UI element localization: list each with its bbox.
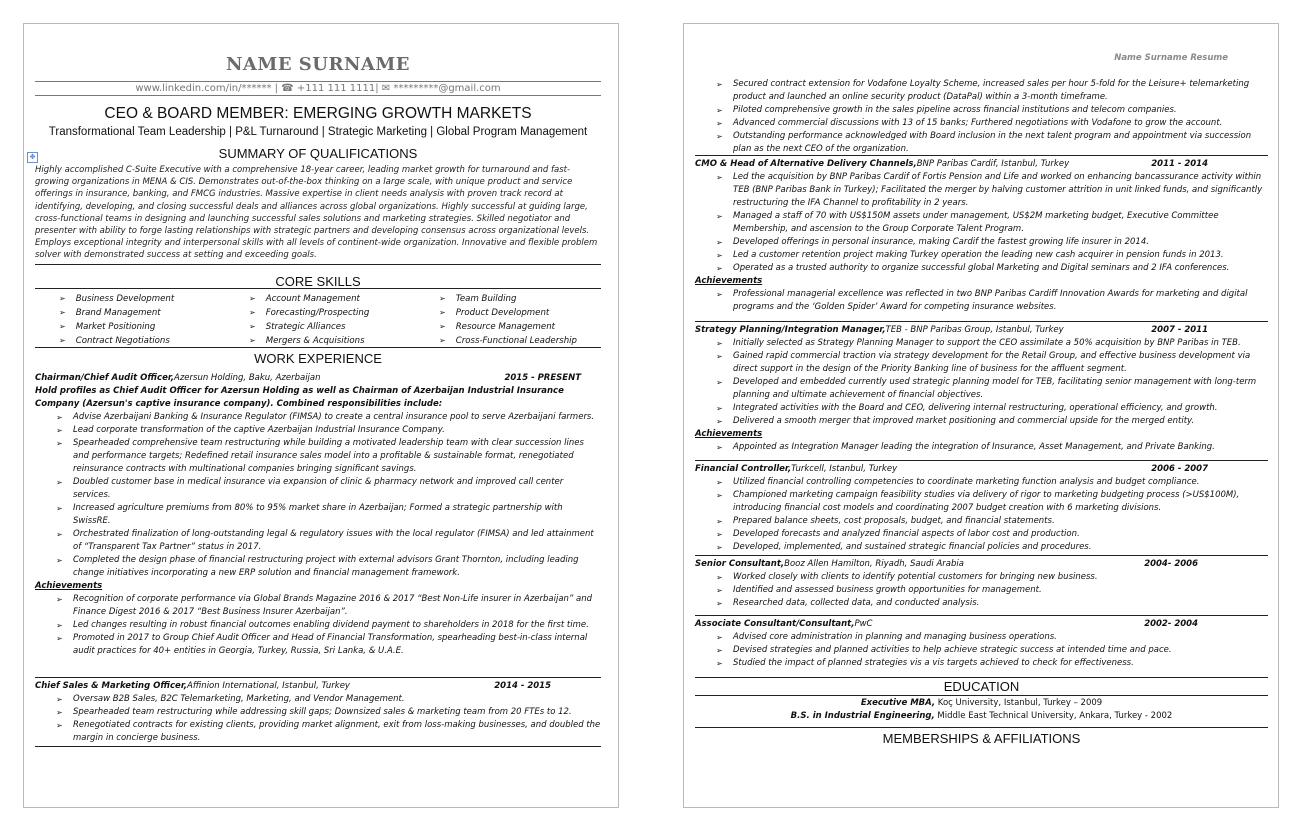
skill-item: ➢ Product Development [441, 306, 601, 320]
job-bullet: ➢ Managed a staff of 70 with US$150M assets under management, US$2M marketing budget, Executive Committee Membership, and ascension to the Group Corporate Talent Program. [733, 210, 1268, 236]
job-bullet: ➢ Championed marketing campaign feasibility studies via delivery of rigor to marketing budgeting process (>US$100M), introducing financial cost models and coordinating 2007 budget creation with 6 marketing divisions. [733, 489, 1268, 515]
job-dates: 2015 - PRESENT [504, 373, 581, 383]
job-pwc: Associate Consultant/Consultant, PwC 2002- 2004 ➢ Advised core administration in planning and managing business operations. ➢ Devised strategies and planned activities to help achieve strategic success at intended time and pace. ➢ Studied the impact of planned strategies vis a vis targets achieved to check for effectiveness. [695, 618, 1268, 670]
job-bullet: ➢ Prepared balance sheets, cost proposals, budget, and financial statements. [733, 515, 1268, 528]
job-bullet: ➢ Worked closely with clients to identify potential customers for bringing new business. [733, 571, 1268, 584]
skill-item: ➢ Cross-Functional Leadership [441, 334, 601, 348]
job-bullet: ➢ Doubled customer base in medical insurance via expansion of clinic & pharmacy network and improved call center services. [73, 476, 601, 502]
job-dates: 2002- 2004 [1144, 619, 1198, 629]
achievement-bullet: ➢ Recognition of corporate performance via Global Brands Magazine 2016 & 2017 “Best Non-Life insurer in Azerbaijan” and Finance Digest 2016 & 2017 “Best Business Insurer Azerbaijan”. [73, 593, 601, 619]
job-dates: 2014 - 2015 [494, 681, 551, 691]
skills-list [61, 292, 601, 348]
job-bullet: ➢ Increased agriculture premiums from 80% to 95% market share in Azerbaijan; Formed a strategic partnership with SwissRE. [73, 502, 601, 528]
job-booz-allen: Senior Consultant, Booz Allen Hamilton, Riyadh, Saudi Arabia 2004- 2006 ➢ Worked closely with clients to identify potential customers for bringing new business. ➢ Identified and assessed business growth opportunities for management. ➢ Researched data, collected data, and conducted analysis. [695, 558, 1268, 610]
job-bullet: ➢ Piloted comprehensive growth in the sales pipeline across financial institutions and telecom companies. [733, 104, 1268, 117]
job-bullet: ➢ Identified and assessed business growth opportunities for management. [733, 584, 1268, 597]
headline-subtitle: Transformational Team Leadership | P&L Turnaround | Strategic Marketing | Global Program Management [48, 126, 588, 138]
job-bullet: ➢ Completed the design phase of financial restructuring project with external advisors Grant Thornton, including leading change initiatives incorporating a new ERP solution and financial management framework. [73, 554, 601, 580]
summary-text: Highly accomplished C-Suite Executive with a comprehensive 18-year career, leading market growth for turnaround and fast-growing organizations in MENA & CIS. Demonstrates out-of-the-box thinking on a large scale, with unique product and service offerings in insurance, banking, and FMCG industries. Massive expertise in client needs analysis with proven track record at identifying, developing, and closing successful deals and alliances across global organizations. Highly successful at guiding large, cross-functional teams in designing and launching successful sales solutions and marketing strategies. Skilled negotiator and presenter with ability to forge lasting relationships with strategic partners and developing consensus across organizational levels. Employs exceptional integrity and interpersonal skills with all levels of continent-wide organization. Innovative and flexible problem solver with demonstrated success at setting and exceeding goals. [35, 164, 601, 265]
job-bullet: ➢ Gained rapid commercial traction via strategy development for the Retail Group, and effective business development via direct support in the design of the Priority Banking line of business for the affluent segment. [733, 350, 1268, 376]
education-item: B.S. in Industrial Engineering, Middle East Technical University, Ankara, Turkey - 2002 [790, 711, 1173, 721]
table-move-handle-icon[interactable]: ✥ [27, 152, 38, 163]
achievement-bullet: ➢ Promoted in 2017 to Group Chief Audit Officer and Head of Financial Transformation, spearheading best-in-class internal audit practices for 40+ entities in Georgia, Turkey, Russia, Sri Lanka, & U.A.E. [73, 632, 601, 658]
achievements-label: Achievements [695, 429, 763, 439]
resume-page-2 [683, 23, 1279, 808]
job-bullet: ➢ Led a customer retention project making Turkey operation the leading new cash acquirer in pension funds in 2013. [733, 249, 1268, 262]
skill-item: ➢ Brand Management [61, 306, 251, 320]
job-bullet: ➢ Led the acquisition by BNP Paribas Cardif of Fortis Pension and Life and worked on enhancing bancassurance activity within TEB (BNP Paribas Bank in Turkey); Facilitated the merger by halving customer attrition in unit linked funds, and significantly restructuring the IFA Channel to profitability in 2 years. [733, 171, 1268, 210]
running-header: Name Surname Resume [1114, 53, 1228, 63]
job-intro: Hold profiles as Chief Audit Officer for Azersun Holding as well as Chairman of Azerbaijan Industrial Insurance Company (Azersun's captive insurance company). Combined responsibilities include: [35, 386, 564, 409]
achievement-bullet: ➢ Appointed as Integration Manager leading the integration of Insurance, Asset Management, and Private Banking. [733, 441, 1268, 454]
job-bullet: ➢ Oversaw B2B Sales, B2C Telemarketing, Marketing, and Vendor Management. [73, 693, 601, 706]
skill-item: ➢ Business Development [61, 292, 251, 306]
job-bnp-cardif: CMO & Head of Alternative Delivery Channels, BNP Paribas Cardif, Istanbul, Turkey 2011 - 2014 ➢ Led the acquisition by BNP Paribas Cardif of Fortis Pension and Life and worked on enhancing bancassurance activity within TEB (BNP Paribas Bank in Turkey); Facilitated the merger by halving customer attrition in unit linked funds, and significantly restructuring the IFA Channel to profitability in 2 years. ➢ Managed a staff of 70 with US$150M assets under management, US$2M marketing budget, Executive Committee Membership, and ascension to the Group Corporate Talent Program. ➢ Developed offerings in personal insurance, making Cardif the fastest growing life insurer in 2014. ➢ Led a customer retention project making Turkey operation the leading new cash acquirer in pension funds in 2013. ➢ Operated as a trusted authority to organize successful global Marketing and Digital seminars and 2 IFA conferences. Achievements ➢ Professional managerial excellence was reflected in two BNP Paribas Cardiff Innovation Awards for marketing and digital programs and the ‘Golden Spider’ Award for competing insurance websites. [695, 158, 1268, 314]
education-heading: EDUCATION [943, 679, 1020, 694]
job-bullet: ➢ Developed and embedded currently used strategic planning model for TEB, facilitating senior management with long-term planning and ultimate achievement of financial objectives. [733, 376, 1268, 402]
memberships-heading: MEMBERSHIPS & AFFILIATIONS [882, 731, 1081, 746]
job-bullet: ➢ Outstanding performance acknowledged with Board inclusion in the next talent program and appointment via succession plan as the next CEO of the organization. [733, 130, 1268, 156]
achievements-label: Achievements [695, 276, 763, 286]
job-bullet: ➢ Developed forecasts and analyzed financial aspects of labor cost and production. [733, 528, 1268, 541]
achievements-label: Achievements [35, 581, 103, 591]
job-affinion-continued [695, 78, 1268, 156]
job-bullet: ➢ Developed offerings in personal insurance, making Cardif the fastest growing life insurer in 2014. [733, 236, 1268, 249]
job-bullet: ➢ Delivered a smooth merger that improved market positioning and commercial upside for the merged entity. [733, 415, 1268, 428]
candidate-name: NAME SURNAME [225, 54, 411, 75]
job-affinion: Chief Sales & Marketing Officer, Affinion International, Istanbul, Turkey 2014 - 2015 ➢ Oversaw B2B Sales, B2C Telemarketing, Marketing, and Vendor Management. ➢ Spearheaded team restructuring while addressing skill gaps; Downsized sales & marketing team from 20 FTEs to 12. ➢ Renegotiated contracts for existing clients, providing market alignment, exit from loss-making businesses, and doubled the margin in concierge business. [35, 680, 601, 745]
skill-item: ➢ Strategic Alliances [251, 320, 441, 334]
resume-page-1 [23, 23, 619, 808]
job-bullet: ➢ Lead corporate transformation of the captive Azerbaijan Industrial Insurance Company. [73, 424, 601, 437]
contact-line: www.linkedin.com/in/****** | ☎ +111 111 1111| ✉ *********@gmail.com [35, 81, 601, 96]
job-bullet: ➢ Advise Azerbaijani Banking & Insurance Regulator (FIMSA) to create a central insurance pool to serve Azerbaijani farmers. [73, 411, 601, 424]
education-item: Executive MBA, Koç University, Istanbul, Turkey – 2009 [860, 698, 1103, 708]
job-bullet: ➢ Spearheaded team restructuring while addressing skill gaps; Downsized sales & marketing team from 20 FTEs to 12. [73, 706, 601, 719]
job-dates: 2004- 2006 [1144, 559, 1198, 569]
job-bullet: ➢ Advised core administration in planning and managing business operations. [733, 631, 1268, 644]
headline: CEO & BOARD MEMBER: EMERGING GROWTH MARKETS [104, 105, 532, 122]
job-dates: 2006 - 2007 [1151, 464, 1208, 474]
job-bullet: ➢ Operated as a trusted authority to organize successful global Marketing and Digital seminars and 2 IFA conferences. [733, 262, 1268, 275]
job-bullet: ➢ Advanced commercial discussions with 13 of 15 banks; Furthered negotiations with Vodafone to grow the account. [733, 117, 1268, 130]
job-dates: 2007 - 2011 [1151, 325, 1208, 335]
job-bullet: ➢ Integrated activities with the Board and CEO, delivering internal restructuring, operational efficiency, and growth. [733, 402, 1268, 415]
job-bullet: ➢ Researched data, collected data, and conducted analysis. [733, 597, 1268, 610]
achievement-bullet: ➢ Led changes resulting in robust financial outcomes enabling dividend payment to shareholders in 2018 for the first time. [73, 619, 601, 632]
job-bullet: ➢ Initially selected as Strategy Planning Manager to support the CEO assimilate a 50% acquisition by BNP Paribas in TEB. [733, 337, 1268, 350]
work-heading: WORK EXPERIENCE [254, 351, 382, 366]
job-bullet: ➢ Developed, implemented, and sustained strategic financial policies and procedures. [733, 541, 1268, 554]
skills-heading: CORE SKILLS [275, 274, 361, 289]
skill-item: ➢ Market Positioning [61, 320, 251, 334]
job-bullet: ➢ Utilized financial controlling competencies to coordinate marketing function analysis and budget compliance. [733, 476, 1268, 489]
job-teb: Strategy Planning/Integration Manager, TEB - BNP Paribas Group, Istanbul, Turkey 2007 - 2011 ➢ Initially selected as Strategy Planning Manager to support the CEO assimilate a 50% acquisition by BNP Paribas in TEB. ➢ Gained rapid commercial traction via strategy development for the Retail Group, and effective business development via direct support in the design of the Priority Banking line of business for the affluent segment. ➢ Developed and embedded currently used strategic planning model for TEB, facilitating senior management with long-term planning and ultimate achievement of financial objectives. ➢ Integrated activities with the Board and CEO, delivering internal restructuring, operational efficiency, and growth. ➢ Delivered a smooth merger that improved market positioning and commercial upside for the merged entity. Achievements ➢ Appointed as Integration Manager leading the integration of Insurance, Asset Management, and Private Banking. [695, 324, 1268, 454]
job-bullet: ➢ Studied the impact of planned strategies vis a vis targets achieved to check for effectiveness. [733, 657, 1268, 670]
skill-item: ➢ Account Management [251, 292, 441, 306]
achievement-bullet: ➢ Professional managerial excellence was reflected in two BNP Paribas Cardiff Innovation Awards for marketing and digital programs and the ‘Golden Spider’ Award for competing insurance websites. [733, 288, 1268, 314]
skill-item: ➢ Mergers & Acquisitions [251, 334, 441, 348]
job-bullet: ➢ Spearheaded comprehensive team restructuring while building a motivated leadership team with clear succession lines and performance targets; Redefined retail insurance sales model into a profitable & sustainable format, renegotiated reinsurance contracts with multinational companies bringing significant savings. [73, 437, 601, 476]
job-turkcell: Financial Controller, Turkcell, Istanbul, Turkey 2006 - 2007 ➢ Utilized financial controlling competencies to coordinate marketing function analysis and budget compliance. ➢ Championed marketing campaign feasibility studies via delivery of rigor to marketing budgeting process (>US$100M), introducing financial cost models and coordinating 2007 budget creation with 6 marketing divisions. ➢ Prepared balance sheets, cost proposals, budget, and financial statements. ➢ Developed forecasts and analyzed financial aspects of labor cost and production. ➢ Developed, implemented, and sustained strategic financial policies and procedures. [695, 463, 1268, 554]
job-azersun: Chairman/Chief Audit Officer, Azersun Holding, Baku, Azerbaijan 2015 - PRESENT Hold profiles as Chief Audit Officer for Azersun Holding as well as Chairman of Azerbaijan Industrial Insurance Company (Azersun's captive insurance company). Combined responsibilities include: ➢ Advise Azerbaijani Banking & Insurance Regulator (FIMSA) to create a central insurance pool to serve Azerbaijani farmers. ➢ Lead corporate transformation of the captive Azerbaijan Industrial Insurance Company. ➢ Spearheaded comprehensive team restructuring while building a motivated leadership team with clear succession lines and performance targets; Redefined retail insurance sales model into a profitable & sustainable format, renegotiated reinsurance contracts with multinational companies bringing significant savings. ➢ Doubled customer base in medical insurance via expansion of clinic & pharmacy network and improved call center services. ➢ Increased agriculture premiums from 80% to 95% market share in Azerbaijan; Formed a strategic partnership with SwissRE. ➢ Orchestrated finalization of long-outstanding legal & regulatory issues with the local regulator (FIMSA) and led attainment of “Transparent Tax Partner” status in 2017. ➢ Completed the design phase of financial restructuring project with external advisors Grant Thornton, including leading change initiatives incorporating a new ERP solution and financial management framework. Achievements ➢ Recognition of corporate performance via Global Brands Magazine 2016 & 2017 “Best Non-Life insurer in Azerbaijan” and Finance Digest 2016 & 2017 “Best Business Insurer Azerbaijan”. ➢ Led changes resulting in robust financial outcomes enabling dividend payment to shareholders in 2018 for the first time. ➢ Promoted in 2017 to Group Chief Audit Officer and Head of Financial Transformation, spearheading best-in-class internal audit practices for 40+ entities in Georgia, Turkey, Russia, Sri Lanka, & U.A.E. [35, 372, 601, 658]
summary-heading: SUMMARY OF QUALIFICATIONS [218, 146, 418, 161]
job-bullet: ➢ Renegotiated contracts for existing clients, providing market alignment, exit from loss-making businesses, and doubled the margin in concierge business. [73, 719, 601, 745]
job-bullet: ➢ Orchestrated finalization of long-outstanding legal & regulatory issues with the local regulator (FIMSA) and led attainment of “Transparent Tax Partner” status in 2017. [73, 528, 601, 554]
job-bullet: ➢ Devised strategies and planned activities to help achieve strategic success at intended time and pace. [733, 644, 1268, 657]
skill-item: ➢ Contract Negotiations [61, 334, 251, 348]
job-bullet: ➢ Secured contract extension for Vodafone Loyalty Scheme, increased sales per hour 5-fold for the Leisure+ telemarketing product and launched an online security product (DataPal) within a 3-month timeframe. [733, 78, 1268, 104]
job-dates: 2011 - 2014 [1151, 159, 1208, 169]
skill-item: ➢ Forecasting/Prospecting [251, 306, 441, 320]
skill-item: ➢ Resource Management [441, 320, 601, 334]
skill-item: ➢ Team Building [441, 292, 601, 306]
